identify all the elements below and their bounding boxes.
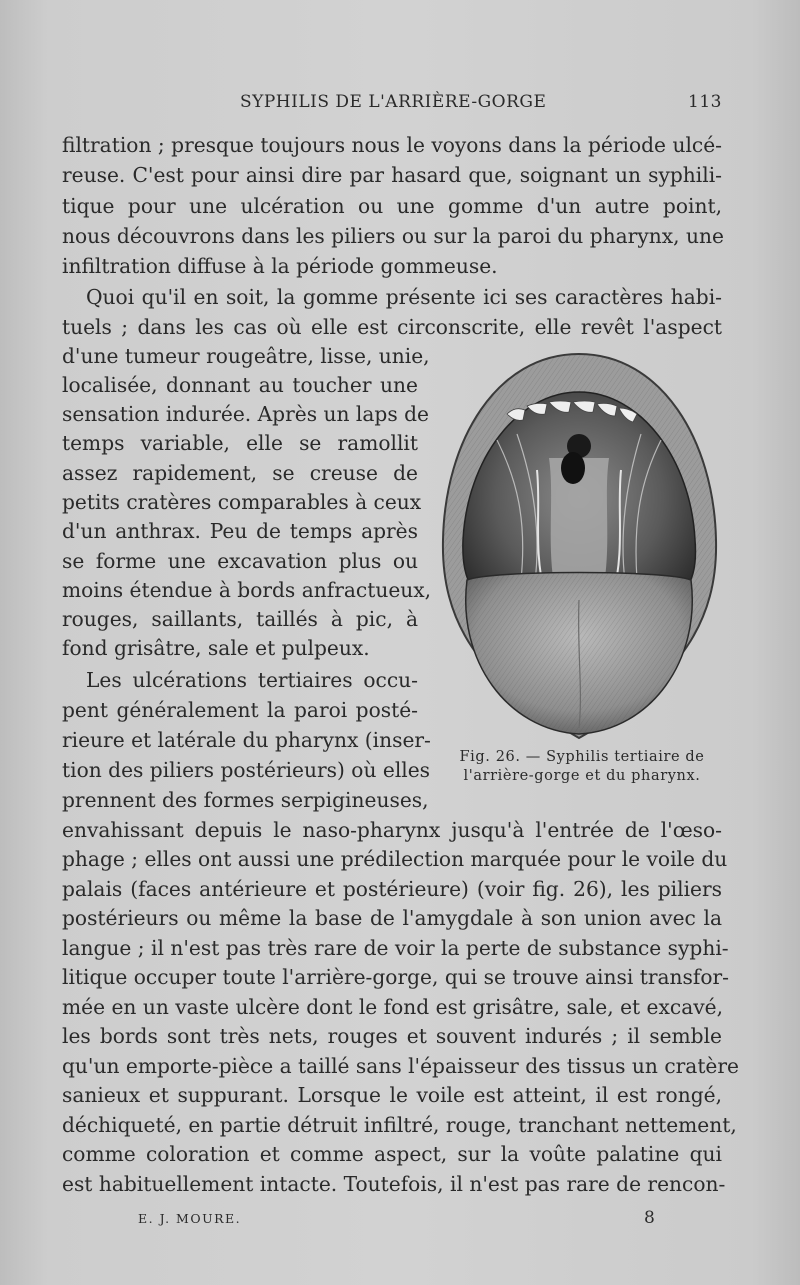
text-line: qu'un emporte-pièce a taillé sans l'épaisseur des tissus un cratère [62,1054,739,1078]
caption-line: Fig. 26. — Syphilis tertiaire de [459,749,705,765]
text-line: phage ; elles ont aussi une prédilection marquée pour le voile du [62,847,728,871]
text-line: Quoi qu'il en soit, la gomme présente ici ses caractères habi- [86,285,722,309]
text-line: les bords sont très nets, rouges et souvent indurés ; il semble [62,1024,722,1048]
sheet-number: 8 [644,1208,655,1228]
text-line: d'une tumeur rougeâtre, lisse, unie, [62,344,430,368]
text-line: petits cratères comparables à ceux [62,490,422,514]
text-line: temps variable, elle se ramollit [62,431,418,455]
text-line: Les ulcérations tertiaires occu- [86,668,418,692]
signature-mark: E. J. MOURE. [138,1211,242,1226]
text-line: infiltration diffuse à la période gommeuse. [62,254,498,278]
text-line: postérieurs ou même la base de l'amygdale à son union avec la [62,906,722,930]
text-line: tion des piliers postérieurs) où elles [62,758,431,782]
text-line: filtration ; presque toujours nous le voyons dans la période ulcé- [62,133,722,157]
running-header [62,92,722,118]
text-line: moins étendue à bords anfractueux, [62,578,432,602]
running-title: SYPHILIS DE L'ARRIÈRE-GORGE [240,92,547,112]
text-line: langue ; il n'est pas très rare de voir la perte de substance syphi- [62,936,729,960]
text-line: sanieux et suppurant. Lorsque le voile est atteint, il est rongé, [62,1083,722,1107]
figure-caption [437,748,727,786]
text-line: envahissant depuis le naso-pharynx jusqu'à l'entrée de l'œso- [62,818,722,842]
text-line: rouges, saillants, taillés à pic, à [62,607,418,631]
figure-illustration [437,350,722,740]
text-line: est habituellement intacte. Toutefois, il n'est pas rare de rencon- [62,1172,726,1196]
text-line: pent généralement la paroi posté- [62,698,418,722]
text-line: nous découvrons dans les piliers ou sur la paroi du pharynx, une [62,224,724,248]
text-line: se forme une excavation plus ou [62,549,418,573]
page-number: 113 [688,92,722,112]
text-line: prennent des formes serpigineuses, [62,788,429,812]
text-line: litique occuper toute l'arrière-gorge, qui se trouve ainsi transfor- [62,965,730,989]
text-line: assez rapidement, se creuse de [62,461,418,485]
text-line: mée en un vaste ulcère dont le fond est grisâtre, sale, et excavé, [62,995,723,1019]
text-line: sensation indurée. Après un laps de [62,402,429,426]
text-line: tique pour une ulcération ou une gomme d'un autre point, [62,194,722,218]
text-line: reuse. C'est pour ainsi dire par hasard que, soignant un syphili- [62,163,722,187]
text-line: comme coloration et comme aspect, sur la voûte palatine qui [62,1142,722,1166]
text-line: localisée, donnant au toucher une [62,373,418,397]
text-line: palais (faces antérieure et postérieure) (voir fig. 26), les piliers [62,877,722,901]
text-line: déchiqueté, en partie détruit infiltré, rouge, tranchant nettement, [62,1113,737,1137]
text-line: rieure et latérale du pharynx (inser- [62,728,431,752]
open-mouth-engraving [437,350,722,740]
text-line: fond grisâtre, sale et pulpeux. [62,636,370,660]
caption-line: l'arrière-gorge et du pharynx. [463,768,701,784]
text-line: d'un anthrax. Peu de temps après [62,519,418,543]
text-line: tuels ; dans les cas où elle est circonscrite, elle revêt l'aspect [62,315,722,339]
